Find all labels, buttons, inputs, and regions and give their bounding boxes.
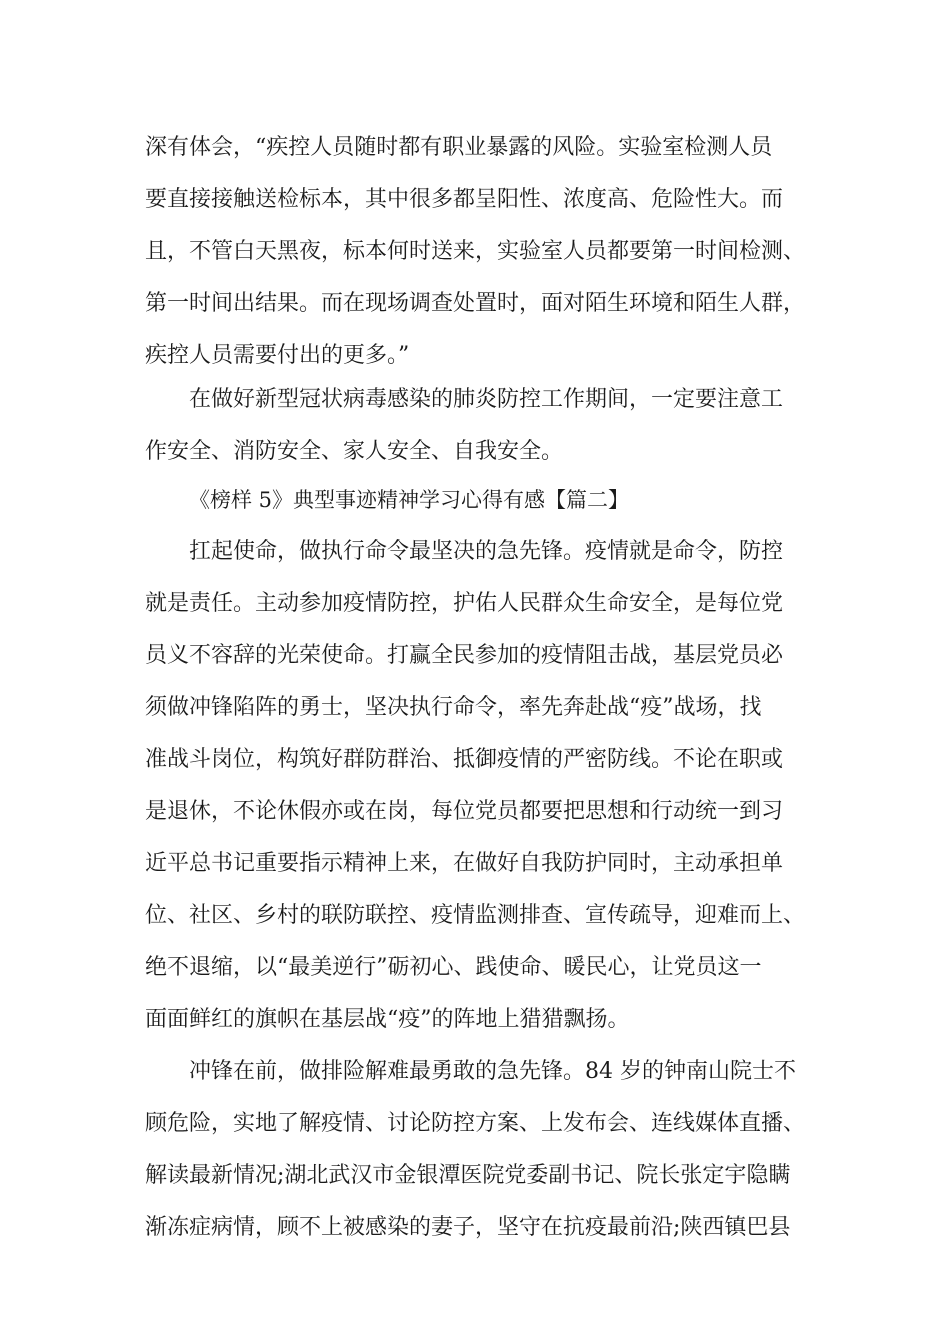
body-line: 渐冻症病情，顾不上被感染的妻子，坚守在抗疫最前沿;陕西镇巴县 xyxy=(145,1215,791,1240)
body-line: 是退休，不论休假亦或在岗，每位党员都要把思想和行动统一到习 xyxy=(145,799,784,824)
body-line: 准战斗岗位，构筑好群防群治、抵御疫情的严密防线。不论在职或 xyxy=(145,747,784,772)
body-line: 第一时间出结果。而在现场调查处置时，面对陌生环境和陌生人群， xyxy=(145,291,806,316)
body-line: 就是责任。主动参加疫情防控，护佑人民群众生命安全，是每位党 xyxy=(145,591,784,616)
body-line: 解读最新情况;湖北武汉市金银潭医院党委副书记、院长张定宇隐瞒 xyxy=(145,1163,791,1188)
body-line: 冲锋在前，做排险解难最勇敢的急先锋。84 岁的钟南山院士不 xyxy=(189,1059,796,1084)
body-line: 在做好新型冠状病毒感染的肺炎防控工作期间，一定要注意工 xyxy=(189,387,784,412)
body-line: 且，不管白天黑夜，标本何时送来，实验室人员都要第一时间检测、 xyxy=(145,239,806,264)
body-line: 绝不退缩，以“最美逆行”砺初心、践使命、暖民心，让党员这一 xyxy=(145,955,762,980)
body-line: 深有体会，“疾控人员随时都有职业暴露的风险。实验室检测人员 xyxy=(145,135,773,160)
body-line: 面面鲜红的旗帜在基层战“疫”的阵地上猎猎飘扬。 xyxy=(145,1007,630,1032)
body-line: 须做冲锋陷阵的勇士，坚决执行命令，率先奔赴战“疫”战场，找 xyxy=(145,695,762,720)
body-line: 位、社区、乡村的联防联控、疫情监测排查、宣传疏导，迎难而上、 xyxy=(145,903,806,928)
body-line: 员义不容辞的光荣使命。打赢全民参加的疫情阻击战，基层党员必 xyxy=(145,643,784,668)
body-line: 近平总书记重要指示精神上来，在做好自我防护同时，主动承担单 xyxy=(145,851,784,876)
section-heading: 《榜样 5》典型事迹精神学习心得有感【篇二】 xyxy=(189,488,630,512)
body-line: 要直接接触送检标本，其中很多都呈阳性、浓度高、危险性大。而 xyxy=(145,187,784,212)
body-line: 疾控人员需要付出的更多。” xyxy=(145,343,410,368)
body-line: 扛起使命，做执行命令最坚决的急先锋。疫情就是命令，防控 xyxy=(189,539,784,564)
body-line: 作安全、消防安全、家人安全、自我安全。 xyxy=(145,439,564,464)
body-line: 顾危险，实地了解疫情、讨论防控方案、上发布会、连线媒体直播、 xyxy=(145,1111,806,1136)
